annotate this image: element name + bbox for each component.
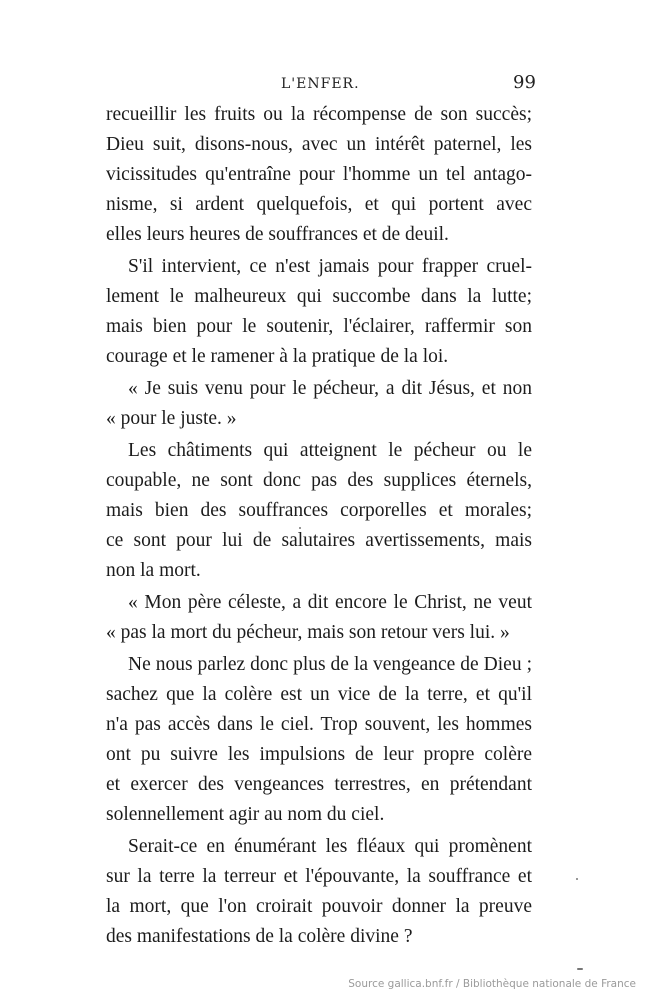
text-line: « pas la mort du pécheur, mais son retour vers lui. » xyxy=(106,622,510,643)
text-line: Les châtiments qui atteignent le pécheur ou le xyxy=(128,440,532,461)
text-line: ont pu suivre les impulsions de leur propre colère xyxy=(106,744,532,765)
text-line: Ne nous parlez donc plus de la vengeance de Dieu ; xyxy=(128,654,532,675)
text-line: sur la terre la terreur et l'épouvante, la souffrance et xyxy=(106,866,532,887)
text-line: Dieu suit, disons-nous, avec un intérêt paternel, les xyxy=(106,134,532,155)
text-line: courage et le ramener à la pratique de la loi. xyxy=(106,346,449,367)
text-line: ce sont pour lui de salutaires avertissements, mais xyxy=(106,530,532,551)
scan-speck xyxy=(577,968,583,970)
page-number: 99 xyxy=(513,72,536,93)
text-line: la mort, que l'on croirait pouvoir donner la preuve xyxy=(106,896,532,917)
text-line: lement le malheureux qui succombe dans la lutte; xyxy=(106,286,532,307)
text-line: n'a pas accès dans le ciel. Trop souvent, les hommes xyxy=(106,714,532,735)
text-line: « pour le juste. » xyxy=(106,408,237,429)
text-line: mais bien pour le soutenir, l'éclairer, raffermir son xyxy=(106,316,532,337)
chapter-title: L'ENFER. xyxy=(281,76,360,92)
source-credit: Source gallica.bnf.fr / Bibliothèque nationale de France xyxy=(348,978,636,990)
text-line: S'il intervient, ce n'est jamais pour frapper cruel- xyxy=(128,256,532,277)
text-line: vicissitudes qu'entraîne pour l'homme un tel antago- xyxy=(106,164,532,185)
text-line: des manifestations de la colère divine ? xyxy=(106,926,413,947)
text-line: « Mon père céleste, a dit encore le Christ, ne veut xyxy=(128,592,532,613)
scan-speck xyxy=(576,878,578,880)
text-line: non la mort. xyxy=(106,560,201,581)
running-head xyxy=(0,72,650,96)
body-text xyxy=(106,100,532,952)
text-line: « Je suis venu pour le pécheur, a dit Jésus, et non xyxy=(128,378,532,399)
text-line: et exercer des vengeances terrestres, en prétendant xyxy=(106,774,532,795)
text-line: sachez que la colère est un vice de la terre, et qu'il xyxy=(106,684,532,705)
text-line: Serait-ce en énumérant les fléaux qui promènent xyxy=(128,836,532,857)
text-line: elles leurs heures de souffrances et de deuil. xyxy=(106,224,449,245)
text-line: recueillir les fruits ou la récompense de son succès; xyxy=(106,104,532,125)
text-line: nisme, si ardent quelquefois, et qui portent avec xyxy=(106,194,532,215)
text-line: solennellement agir au nom du ciel. xyxy=(106,804,385,825)
text-line: coupable, ne sont donc pas des supplices éternels, xyxy=(106,470,532,491)
text-line: mais bien des souffrances corporelles et morales; xyxy=(106,500,532,521)
scan-speck xyxy=(299,527,301,529)
